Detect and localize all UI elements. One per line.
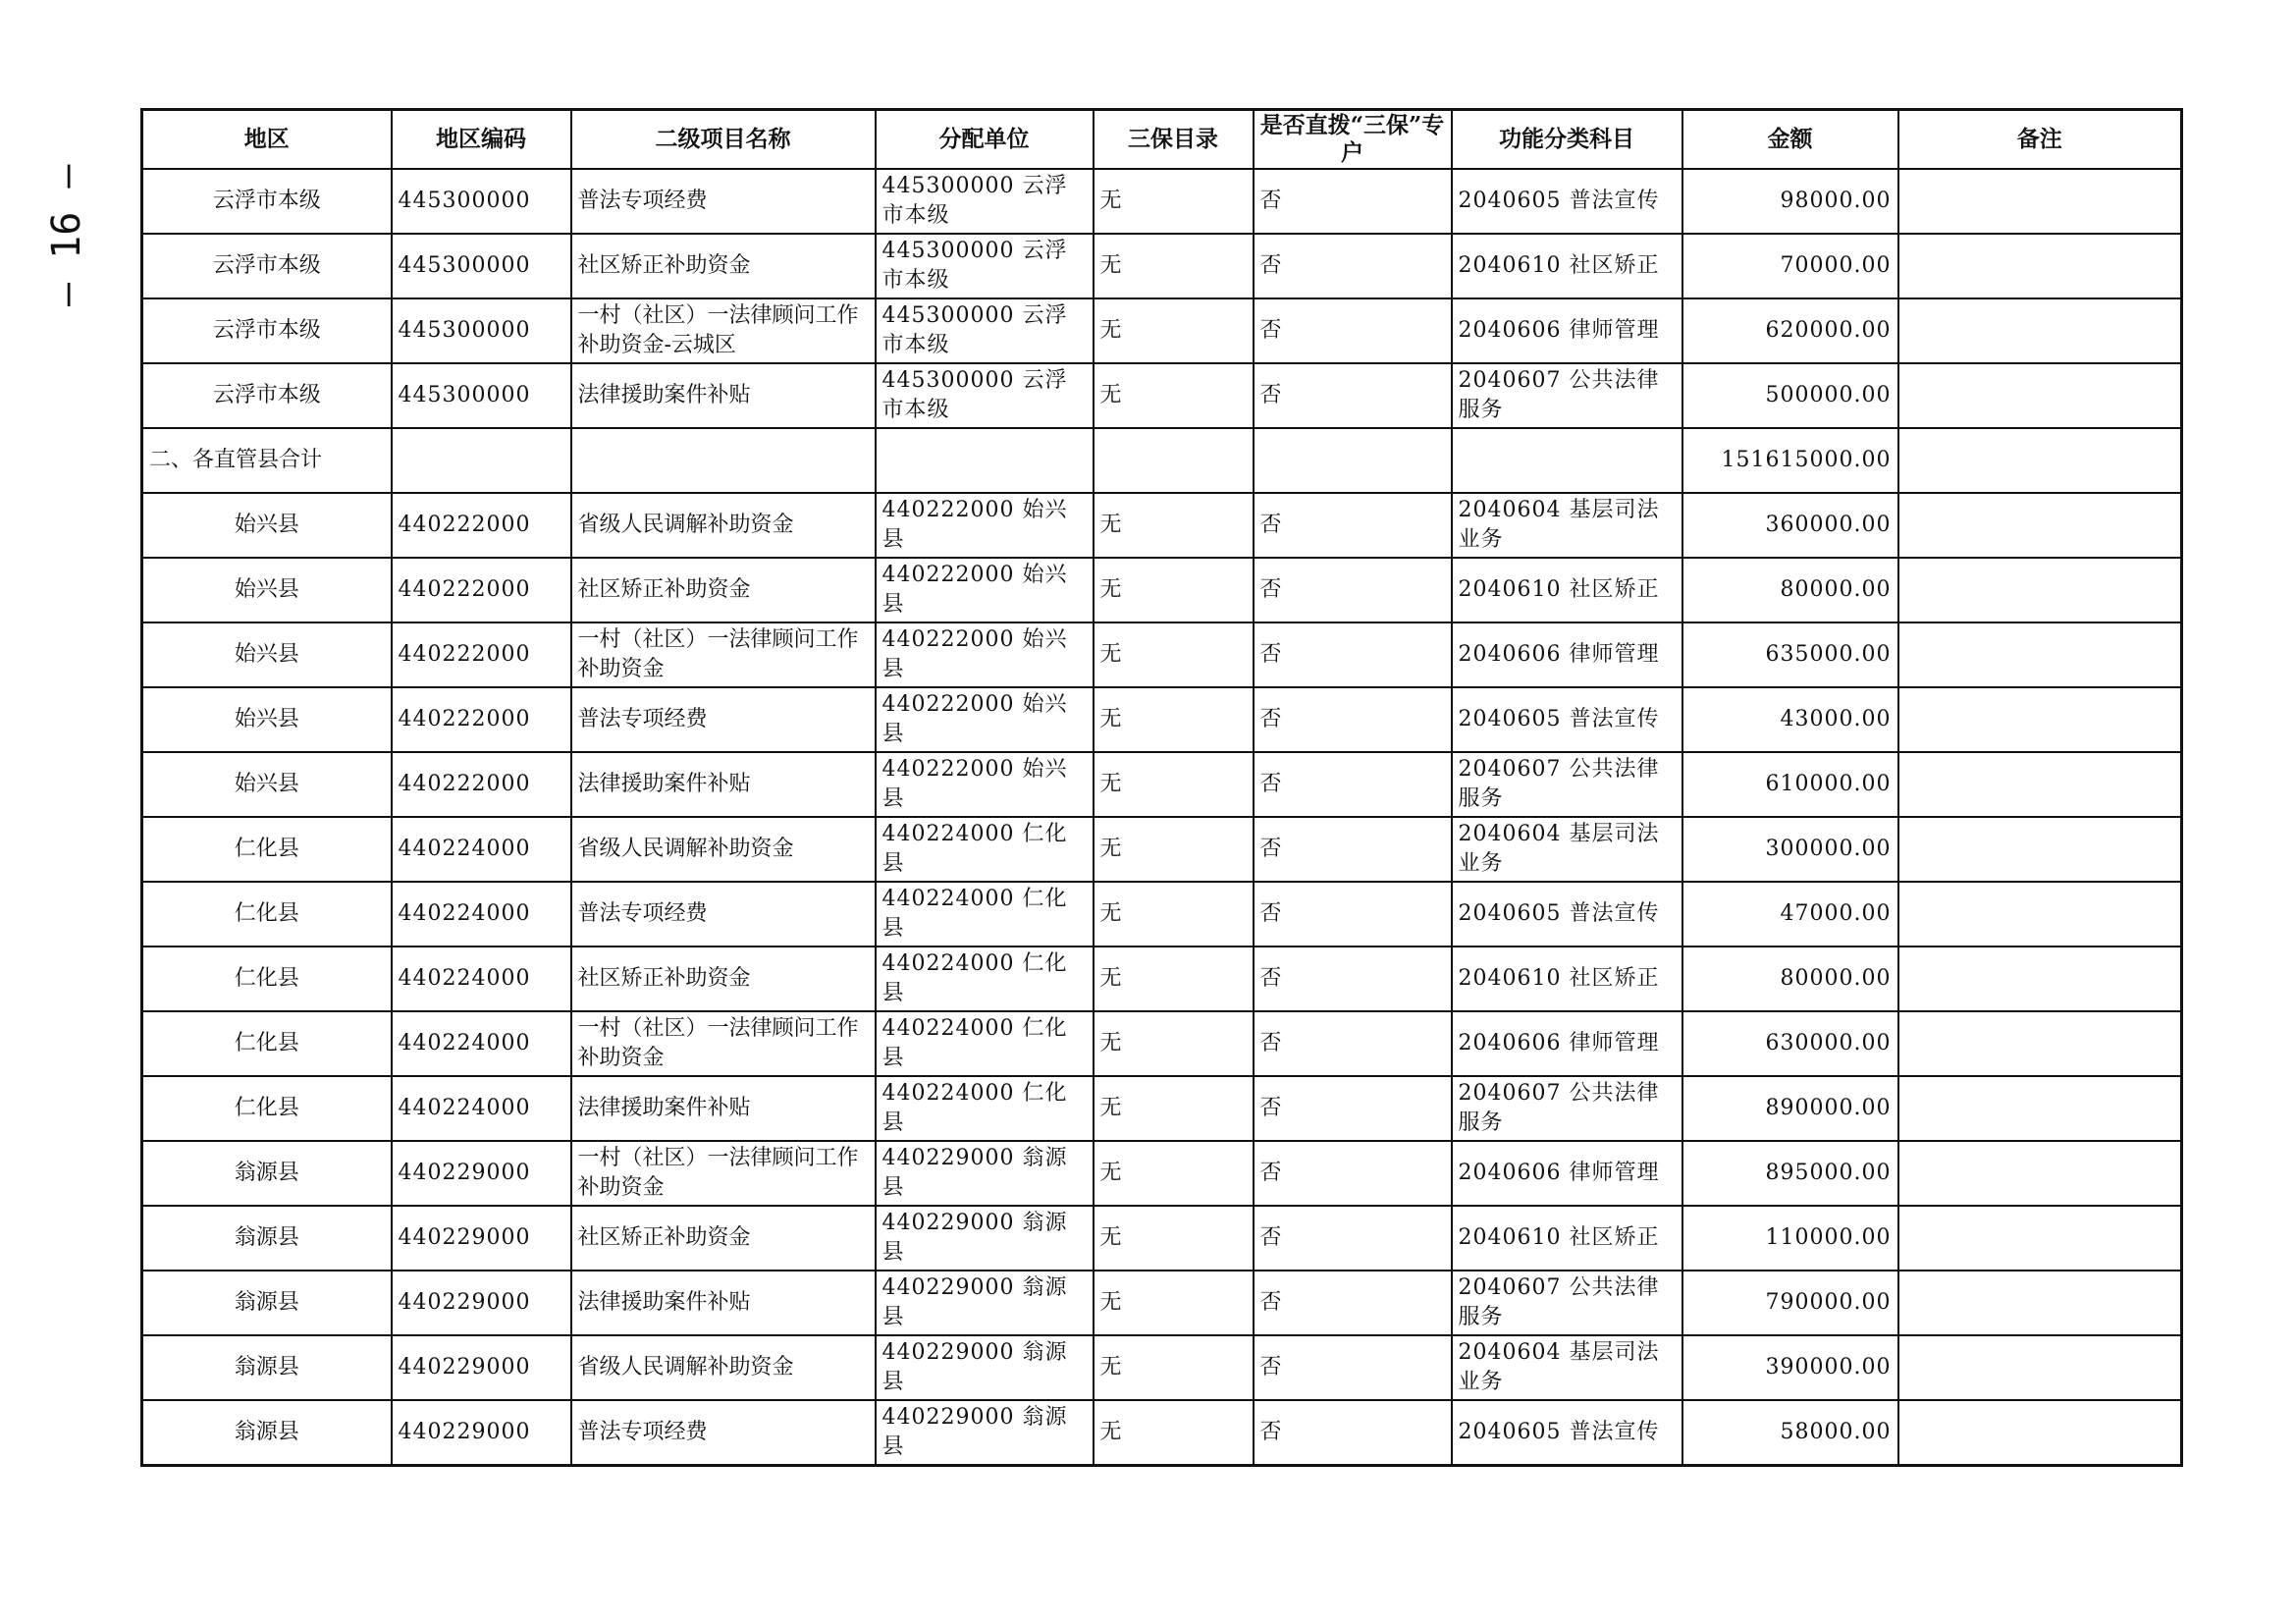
- cell-region: 始兴县: [142, 752, 392, 817]
- cell-amount: 610000.00: [1682, 752, 1898, 817]
- cell-project: 普法专项经费: [571, 882, 876, 947]
- cell-amount: 80000.00: [1682, 558, 1898, 622]
- cell-region: 二、各直管县合计: [142, 428, 392, 493]
- cell-note: [1898, 687, 2182, 752]
- cell-category: 2040607 公共法律服务: [1452, 363, 1682, 428]
- table-row: [142, 234, 2182, 298]
- cell-category: 2040610 社区矫正: [1452, 558, 1682, 622]
- cell-direct: 否: [1254, 622, 1452, 687]
- cell-project: 社区矫正补助资金: [571, 234, 876, 298]
- cell-direct: 否: [1254, 1400, 1452, 1466]
- cell-code: 440229000: [392, 1400, 571, 1466]
- cell-code: [392, 428, 571, 493]
- cell-note: [1898, 298, 2182, 363]
- cell-code: 440229000: [392, 1206, 571, 1271]
- table-row: [142, 1141, 2182, 1206]
- table-row: [142, 687, 2182, 752]
- table-row: [142, 428, 2182, 493]
- cell-code: 440224000: [392, 1076, 571, 1141]
- cell-code: 440222000: [392, 558, 571, 622]
- cell-note: [1898, 752, 2182, 817]
- column-header-code: 地区编码: [392, 110, 571, 170]
- cell-amount: 80000.00: [1682, 947, 1898, 1011]
- cell-category: 2040604 基层司法业务: [1452, 493, 1682, 558]
- cell-unit: 440224000 仁化县: [876, 947, 1094, 1011]
- cell-code: 445300000: [392, 298, 571, 363]
- cell-project: 社区矫正补助资金: [571, 1206, 876, 1271]
- cell-direct: 否: [1254, 752, 1452, 817]
- cell-sanbao: 无: [1094, 1335, 1254, 1400]
- cell-amount: 47000.00: [1682, 882, 1898, 947]
- cell-sanbao: 无: [1094, 622, 1254, 687]
- cell-amount: 500000.00: [1682, 363, 1898, 428]
- allocation-table: [140, 108, 2183, 1467]
- cell-code: 445300000: [392, 363, 571, 428]
- cell-note: [1898, 493, 2182, 558]
- cell-code: 440222000: [392, 687, 571, 752]
- cell-category: 2040606 律师管理: [1452, 622, 1682, 687]
- cell-note: [1898, 1011, 2182, 1076]
- cell-region: 仁化县: [142, 1011, 392, 1076]
- cell-unit: 445300000 云浮市本级: [876, 363, 1094, 428]
- column-header-unit: 分配单位: [876, 110, 1094, 170]
- cell-unit: 440224000 仁化县: [876, 882, 1094, 947]
- cell-direct: 否: [1254, 298, 1452, 363]
- cell-sanbao: 无: [1094, 1271, 1254, 1335]
- table-row: [142, 1206, 2182, 1271]
- cell-direct: 否: [1254, 169, 1452, 234]
- cell-project: 省级人民调解补助资金: [571, 493, 876, 558]
- column-header-amount: 金额: [1682, 110, 1898, 170]
- table-row: [142, 1271, 2182, 1335]
- cell-sanbao: 无: [1094, 1076, 1254, 1141]
- cell-code: 440224000: [392, 882, 571, 947]
- cell-note: [1898, 622, 2182, 687]
- cell-project: 法律援助案件补贴: [571, 1076, 876, 1141]
- page-number: — 16 —: [44, 164, 89, 307]
- cell-amount: 43000.00: [1682, 687, 1898, 752]
- cell-sanbao: 无: [1094, 558, 1254, 622]
- cell-note: [1898, 363, 2182, 428]
- column-header-direct: 是否直拨“三保”专户: [1254, 110, 1452, 170]
- cell-sanbao: 无: [1094, 882, 1254, 947]
- cell-amount: 70000.00: [1682, 234, 1898, 298]
- cell-region: 始兴县: [142, 493, 392, 558]
- cell-direct: 否: [1254, 882, 1452, 947]
- cell-amount: 98000.00: [1682, 169, 1898, 234]
- cell-category: 2040610 社区矫正: [1452, 1206, 1682, 1271]
- cell-project: 一村（社区）一法律顾问工作补助资金: [571, 1141, 876, 1206]
- cell-region: 翁源县: [142, 1141, 392, 1206]
- table-row: [142, 169, 2182, 234]
- cell-project: 普法专项经费: [571, 687, 876, 752]
- table-row: [142, 882, 2182, 947]
- cell-note: [1898, 558, 2182, 622]
- cell-note: [1898, 1141, 2182, 1206]
- column-header-note: 备注: [1898, 110, 2182, 170]
- cell-category: 2040605 普法宣传: [1452, 882, 1682, 947]
- cell-unit: 440222000 始兴县: [876, 622, 1094, 687]
- table-row: [142, 947, 2182, 1011]
- table-row: [142, 1076, 2182, 1141]
- cell-amount: 300000.00: [1682, 817, 1898, 882]
- column-header-region: 地区: [142, 110, 392, 170]
- cell-direct: 否: [1254, 1011, 1452, 1076]
- cell-project: 社区矫正补助资金: [571, 947, 876, 1011]
- cell-note: [1898, 169, 2182, 234]
- cell-unit: 440229000 翁源县: [876, 1335, 1094, 1400]
- cell-project: 法律援助案件补贴: [571, 752, 876, 817]
- cell-project: 省级人民调解补助资金: [571, 1335, 876, 1400]
- cell-category: 2040606 律师管理: [1452, 1011, 1682, 1076]
- cell-sanbao: 无: [1094, 1400, 1254, 1466]
- cell-region: 云浮市本级: [142, 363, 392, 428]
- table-row: [142, 622, 2182, 687]
- cell-sanbao: 无: [1094, 363, 1254, 428]
- table-row: [142, 1011, 2182, 1076]
- cell-note: [1898, 947, 2182, 1011]
- cell-code: 440229000: [392, 1141, 571, 1206]
- cell-amount: 151615000.00: [1682, 428, 1898, 493]
- cell-unit: 440229000 翁源县: [876, 1400, 1094, 1466]
- cell-unit: [876, 428, 1094, 493]
- cell-region: 翁源县: [142, 1206, 392, 1271]
- cell-sanbao: 无: [1094, 687, 1254, 752]
- table-row: [142, 298, 2182, 363]
- cell-amount: 390000.00: [1682, 1335, 1898, 1400]
- cell-region: 始兴县: [142, 558, 392, 622]
- cell-note: [1898, 1271, 2182, 1335]
- table-body: [142, 169, 2182, 1466]
- cell-direct: 否: [1254, 817, 1452, 882]
- cell-note: [1898, 428, 2182, 493]
- cell-direct: 否: [1254, 1271, 1452, 1335]
- cell-amount: 360000.00: [1682, 493, 1898, 558]
- cell-region: 翁源县: [142, 1335, 392, 1400]
- cell-sanbao: 无: [1094, 1141, 1254, 1206]
- cell-category: 2040610 社区矫正: [1452, 234, 1682, 298]
- cell-category: 2040606 律师管理: [1452, 298, 1682, 363]
- column-header-category: 功能分类科目: [1452, 110, 1682, 170]
- cell-category: 2040604 基层司法业务: [1452, 817, 1682, 882]
- cell-amount: 110000.00: [1682, 1206, 1898, 1271]
- cell-amount: 790000.00: [1682, 1271, 1898, 1335]
- cell-note: [1898, 882, 2182, 947]
- cell-note: [1898, 234, 2182, 298]
- cell-direct: 否: [1254, 947, 1452, 1011]
- cell-direct: 否: [1254, 1335, 1452, 1400]
- cell-category: 2040607 公共法律服务: [1452, 1076, 1682, 1141]
- cell-code: 445300000: [392, 234, 571, 298]
- cell-unit: 440224000 仁化县: [876, 817, 1094, 882]
- cell-sanbao: 无: [1094, 493, 1254, 558]
- cell-category: [1452, 428, 1682, 493]
- cell-project: 一村（社区）一法律顾问工作补助资金: [571, 622, 876, 687]
- cell-direct: 否: [1254, 363, 1452, 428]
- cell-sanbao: 无: [1094, 1011, 1254, 1076]
- cell-region: 翁源县: [142, 1271, 392, 1335]
- cell-sanbao: 无: [1094, 817, 1254, 882]
- cell-region: 始兴县: [142, 622, 392, 687]
- table-row: [142, 493, 2182, 558]
- cell-category: 2040606 律师管理: [1452, 1141, 1682, 1206]
- cell-amount: 890000.00: [1682, 1076, 1898, 1141]
- cell-sanbao: 无: [1094, 752, 1254, 817]
- cell-code: 440222000: [392, 752, 571, 817]
- table-row: [142, 558, 2182, 622]
- cell-region: 翁源县: [142, 1400, 392, 1466]
- cell-unit: 445300000 云浮市本级: [876, 298, 1094, 363]
- cell-code: 440224000: [392, 817, 571, 882]
- cell-unit: 445300000 云浮市本级: [876, 234, 1094, 298]
- cell-direct: 否: [1254, 234, 1452, 298]
- cell-unit: 445300000 云浮市本级: [876, 169, 1094, 234]
- cell-region: 云浮市本级: [142, 298, 392, 363]
- cell-category: 2040604 基层司法业务: [1452, 1335, 1682, 1400]
- table-row: [142, 363, 2182, 428]
- cell-sanbao: 无: [1094, 234, 1254, 298]
- cell-project: 一村（社区）一法律顾问工作补助资金-云城区: [571, 298, 876, 363]
- cell-unit: 440222000 始兴县: [876, 752, 1094, 817]
- cell-code: 440224000: [392, 947, 571, 1011]
- cell-project: 普法专项经费: [571, 169, 876, 234]
- cell-unit: 440224000 仁化县: [876, 1076, 1094, 1141]
- cell-unit: 440222000 始兴县: [876, 558, 1094, 622]
- cell-direct: 否: [1254, 687, 1452, 752]
- cell-project: 一村（社区）一法律顾问工作补助资金: [571, 1011, 876, 1076]
- cell-category: 2040607 公共法律服务: [1452, 1271, 1682, 1335]
- cell-category: 2040607 公共法律服务: [1452, 752, 1682, 817]
- cell-note: [1898, 1400, 2182, 1466]
- cell-unit: 440229000 翁源县: [876, 1271, 1094, 1335]
- cell-note: [1898, 1076, 2182, 1141]
- cell-code: 440222000: [392, 493, 571, 558]
- cell-unit: 440222000 始兴县: [876, 493, 1094, 558]
- table-row: [142, 817, 2182, 882]
- cell-direct: [1254, 428, 1452, 493]
- table-header-row: [142, 110, 2182, 170]
- cell-region: 仁化县: [142, 817, 392, 882]
- cell-unit: 440229000 翁源县: [876, 1141, 1094, 1206]
- cell-note: [1898, 817, 2182, 882]
- cell-amount: 58000.00: [1682, 1400, 1898, 1466]
- cell-note: [1898, 1335, 2182, 1400]
- cell-sanbao: 无: [1094, 298, 1254, 363]
- cell-region: 始兴县: [142, 687, 392, 752]
- cell-code: 440229000: [392, 1271, 571, 1335]
- cell-sanbao: 无: [1094, 1206, 1254, 1271]
- cell-note: [1898, 1206, 2182, 1271]
- cell-direct: 否: [1254, 1141, 1452, 1206]
- cell-unit: 440224000 仁化县: [876, 1011, 1094, 1076]
- cell-region: 云浮市本级: [142, 169, 392, 234]
- cell-unit: 440229000 翁源县: [876, 1206, 1094, 1271]
- cell-category: 2040610 社区矫正: [1452, 947, 1682, 1011]
- column-header-sanbao: 三保目录: [1094, 110, 1254, 170]
- cell-category: 2040605 普法宣传: [1452, 1400, 1682, 1466]
- cell-code: 440222000: [392, 622, 571, 687]
- cell-direct: 否: [1254, 493, 1452, 558]
- cell-code: 445300000: [392, 169, 571, 234]
- cell-sanbao: 无: [1094, 169, 1254, 234]
- cell-project: 省级人民调解补助资金: [571, 817, 876, 882]
- cell-code: 440229000: [392, 1335, 571, 1400]
- cell-amount: 635000.00: [1682, 622, 1898, 687]
- cell-category: 2040605 普法宣传: [1452, 169, 1682, 234]
- cell-sanbao: [1094, 428, 1254, 493]
- cell-region: 云浮市本级: [142, 234, 392, 298]
- cell-region: 仁化县: [142, 1076, 392, 1141]
- cell-project: 普法专项经费: [571, 1400, 876, 1466]
- cell-region: 仁化县: [142, 882, 392, 947]
- table-row: [142, 1335, 2182, 1400]
- cell-unit: 440222000 始兴县: [876, 687, 1094, 752]
- cell-region: 仁化县: [142, 947, 392, 1011]
- cell-sanbao: 无: [1094, 947, 1254, 1011]
- cell-amount: 620000.00: [1682, 298, 1898, 363]
- cell-direct: 否: [1254, 1206, 1452, 1271]
- cell-project: 法律援助案件补贴: [571, 1271, 876, 1335]
- cell-project: [571, 428, 876, 493]
- table-row: [142, 1400, 2182, 1466]
- cell-amount: 630000.00: [1682, 1011, 1898, 1076]
- cell-direct: 否: [1254, 1076, 1452, 1141]
- cell-category: 2040605 普法宣传: [1452, 687, 1682, 752]
- column-header-project: 二级项目名称: [571, 110, 876, 170]
- cell-project: 社区矫正补助资金: [571, 558, 876, 622]
- table-row: [142, 752, 2182, 817]
- cell-amount: 895000.00: [1682, 1141, 1898, 1206]
- cell-project: 法律援助案件补贴: [571, 363, 876, 428]
- cell-direct: 否: [1254, 558, 1452, 622]
- cell-code: 440224000: [392, 1011, 571, 1076]
